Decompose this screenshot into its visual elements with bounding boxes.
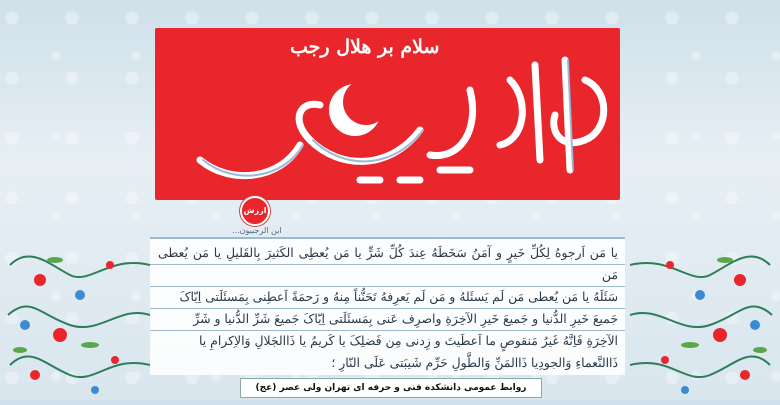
prayer-text (158, 242, 618, 374)
prayer-line: جَمیعَ خَیرِ الدُّنیا و جَمیعَ خَیرِ الآخِرَةِ واصرِف عَنی بِمَسئَلَتی اِیّاکَ جَمیعَ شَرِّ الدُّنیا و شَرِّ (193, 311, 618, 326)
left-floral-ornament (0, 225, 150, 405)
footer-credit: روابط عمومی دانشکده فنی و حرفه ای تهران ولی عصر (عج) (240, 378, 542, 398)
prayer-line: الآخِرَةِ فَاِنَّهُ غَیرُ مَنقوصٍ ما اَعطَیتَ و زِدنی مِن فَضلِکَ یا کَریمُ یا ذَاالجَلالِ وَالاِکرامِ یا (199, 333, 618, 348)
logo-caption: این الرجبیون... (232, 226, 282, 235)
prayer-line: ذَاالنَّعماءِ وَالجودِیا ذَاالمَنِّ وَالطَّولِ حَرِّم شَیبَتی عَلَی النّارِ ؛ (331, 355, 618, 370)
arzesh-logo: ارزش (240, 196, 270, 226)
banner-subtitle: سلام بر هلال رجب (290, 36, 440, 58)
prayer-line: یا مَن اَرجوهُ لِکُلِّ خَیرٍ و آمَنُ سَخَطَهُ عِندَ کُلِّ شَرٍّ یا مَن یُعطِی الکَثیرَ بِالقَلیلِ یا مَن یُعطی مَن (158, 245, 618, 282)
right-floral-ornament (630, 225, 780, 405)
prayer-line: سَئَلَهُ یا مَن یُعطی مَن لَم یَسئَلهُ و مَن لَم یَعرِفهُ تَحَنُّناً مِنهُ و رَحمَةً اَعطِنی بِمَسئَلَتی اِیّاکَ (179, 289, 618, 304)
